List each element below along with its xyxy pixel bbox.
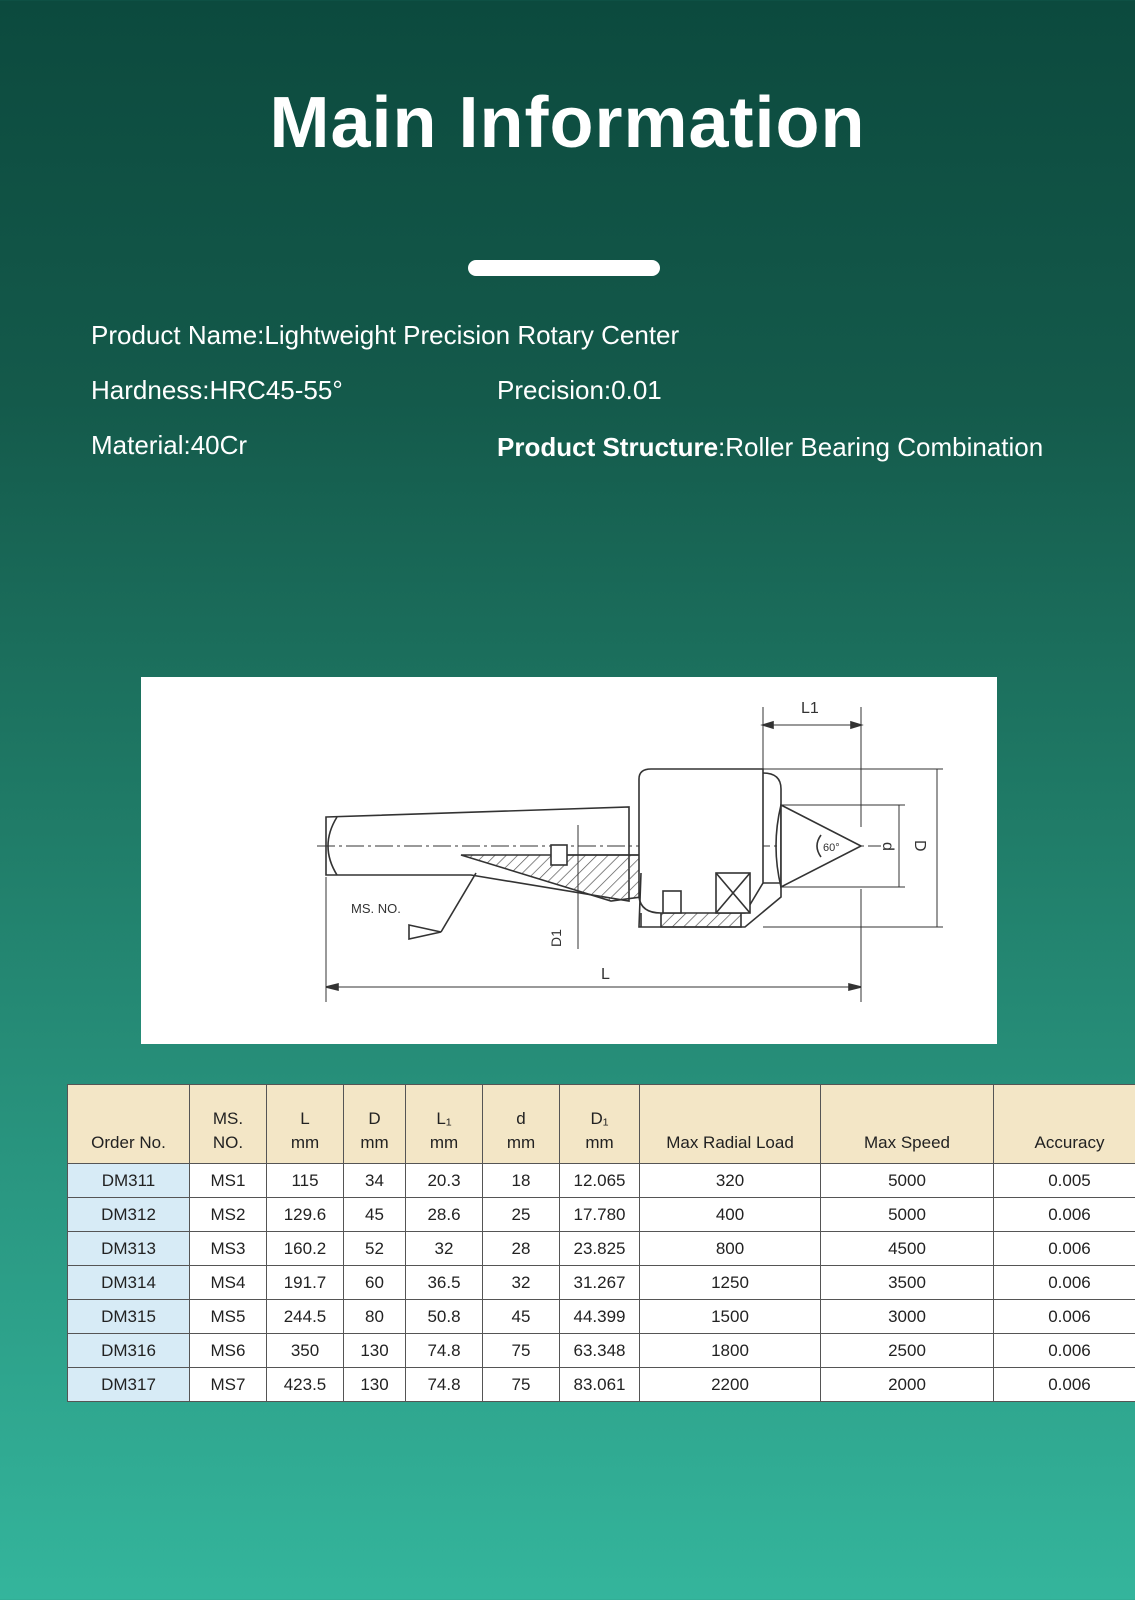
table-cell: 160.2 <box>267 1232 344 1266</box>
hardness: Hardness:HRC45-55° <box>91 375 343 405</box>
table-row <box>68 1198 1135 1232</box>
header-label: Order No. <box>91 1133 166 1152</box>
table-header-row <box>68 1085 1135 1164</box>
table-cell: 1800 <box>640 1334 821 1368</box>
table-cell: 1500 <box>640 1300 821 1334</box>
table-cell: 32 <box>406 1232 483 1266</box>
header-cell <box>994 1085 1135 1164</box>
table-cell: 400 <box>640 1198 821 1232</box>
table-row <box>68 1300 1135 1334</box>
table-cell: MS3 <box>190 1232 267 1266</box>
order-number-cell: DM314 <box>68 1266 190 1300</box>
table-cell: 83.061 <box>560 1368 640 1402</box>
table-cell: 28 <box>483 1232 560 1266</box>
table-cell: 2000 <box>821 1368 994 1402</box>
order-number-cell: DM311 <box>68 1164 190 1198</box>
table-cell: 50.8 <box>406 1300 483 1334</box>
table-cell: 800 <box>640 1232 821 1266</box>
table-cell: 44.399 <box>560 1300 640 1334</box>
table-cell: 75 <box>483 1368 560 1402</box>
table-cell: 60 <box>344 1266 406 1300</box>
table-cell: 25 <box>483 1198 560 1232</box>
table-cell: 74.8 <box>406 1368 483 1402</box>
table-cell: 45 <box>344 1198 406 1232</box>
header-label: L₁ <box>436 1109 452 1128</box>
header-cell <box>68 1085 190 1164</box>
table-cell: 129.6 <box>267 1198 344 1232</box>
header-label: Max Speed <box>864 1133 950 1152</box>
table-cell: 2200 <box>640 1368 821 1402</box>
table-cell: 32 <box>483 1266 560 1300</box>
table-cell: 36.5 <box>406 1266 483 1300</box>
table-cell: 115 <box>267 1164 344 1198</box>
L-label: L <box>601 966 610 983</box>
structure-label: Product Structure <box>497 432 719 462</box>
table-row <box>68 1164 1135 1198</box>
l1-label: L1 <box>801 700 819 717</box>
table-cell: 320 <box>640 1164 821 1198</box>
table-cell: 350 <box>267 1334 344 1368</box>
table-cell: 28.6 <box>406 1198 483 1232</box>
header-cell <box>344 1085 406 1164</box>
page-title: Main Information <box>269 83 866 163</box>
table-cell: 34 <box>344 1164 406 1198</box>
table-cell: 244.5 <box>267 1300 344 1334</box>
table-cell: 191.7 <box>267 1266 344 1300</box>
table-cell: 4500 <box>821 1232 994 1266</box>
table-cell: 130 <box>344 1368 406 1402</box>
table-cell: MS1 <box>190 1164 267 1198</box>
table-row <box>68 1368 1135 1402</box>
table-cell: 63.348 <box>560 1334 640 1368</box>
table-cell: 75 <box>483 1334 560 1368</box>
D-label: D <box>911 840 928 852</box>
header-label: d <box>516 1109 526 1128</box>
product-name: Product Name:Lightweight Precision Rotary Center <box>91 320 680 350</box>
table-cell: MS6 <box>190 1334 267 1368</box>
header-label: L <box>300 1109 310 1128</box>
table-cell: 18 <box>483 1164 560 1198</box>
table-cell: 23.825 <box>560 1232 640 1266</box>
table-cell: 52 <box>344 1232 406 1266</box>
table-cell: 0.006 <box>994 1232 1135 1266</box>
table-cell: 423.5 <box>267 1368 344 1402</box>
table-cell: MS5 <box>190 1300 267 1334</box>
header-cell <box>267 1085 344 1164</box>
table-cell: MS2 <box>190 1198 267 1232</box>
table-cell: 0.005 <box>994 1164 1135 1198</box>
order-number-cell: DM315 <box>68 1300 190 1334</box>
table-row <box>68 1266 1135 1300</box>
table-cell: 0.006 <box>994 1300 1135 1334</box>
product-structure <box>497 432 1043 463</box>
ms-label: MS. NO. <box>351 901 401 916</box>
header-label: MS. <box>212 1109 244 1128</box>
header-unit: mm <box>429 1133 459 1152</box>
d-label: d <box>879 842 896 851</box>
table-cell: 0.006 <box>994 1266 1135 1300</box>
header-unit: NO. <box>212 1133 244 1152</box>
header-label: D <box>368 1109 381 1128</box>
technical-drawing <box>141 677 997 1044</box>
structure-value: :Roller Bearing Combination <box>718 432 1044 462</box>
table-cell: MS7 <box>190 1368 267 1402</box>
header-cell <box>560 1085 640 1164</box>
title-underline <box>468 260 660 276</box>
header-cell <box>483 1085 560 1164</box>
angle-label: 60° <box>823 842 840 854</box>
header-unit: mm <box>585 1133 614 1152</box>
table-cell: MS4 <box>190 1266 267 1300</box>
table-cell: 31.267 <box>560 1266 640 1300</box>
table-cell: 3500 <box>821 1266 994 1300</box>
table-cell: 3000 <box>821 1300 994 1334</box>
table-cell: 2500 <box>821 1334 994 1368</box>
header-unit: mm <box>506 1133 536 1152</box>
table-cell: 0.006 <box>994 1368 1135 1402</box>
header-cell <box>821 1085 994 1164</box>
table-cell: 0.006 <box>994 1198 1135 1232</box>
header-label: Accuracy <box>1034 1133 1105 1152</box>
table-cell: 45 <box>483 1300 560 1334</box>
header-cell <box>190 1085 267 1164</box>
D1-label: D1 <box>548 929 564 947</box>
table-cell: 1250 <box>640 1266 821 1300</box>
material: Material:40Cr <box>91 430 248 460</box>
header-cell <box>406 1085 483 1164</box>
order-number-cell: DM316 <box>68 1334 190 1368</box>
precision: Precision:0.01 <box>497 375 662 405</box>
table-cell: 20.3 <box>406 1164 483 1198</box>
table-cell: 5000 <box>821 1164 994 1198</box>
header-cell <box>640 1085 821 1164</box>
table-cell: 80 <box>344 1300 406 1334</box>
header-label: Max Radial Load <box>666 1133 794 1152</box>
header-label: D₁ <box>590 1109 609 1128</box>
table-cell: 17.780 <box>560 1198 640 1232</box>
table-row <box>68 1334 1135 1368</box>
spec-table <box>67 1084 1135 1402</box>
table-cell: 130 <box>344 1334 406 1368</box>
table-row <box>68 1232 1135 1266</box>
order-number-cell: DM317 <box>68 1368 190 1402</box>
table-cell: 5000 <box>821 1198 994 1232</box>
table-cell: 0.006 <box>994 1334 1135 1368</box>
header-unit: mm <box>360 1133 389 1152</box>
order-number-cell: DM312 <box>68 1198 190 1232</box>
table-cell: 12.065 <box>560 1164 640 1198</box>
header-unit: mm <box>290 1133 320 1152</box>
table-cell: 74.8 <box>406 1334 483 1368</box>
order-number-cell: DM313 <box>68 1232 190 1266</box>
